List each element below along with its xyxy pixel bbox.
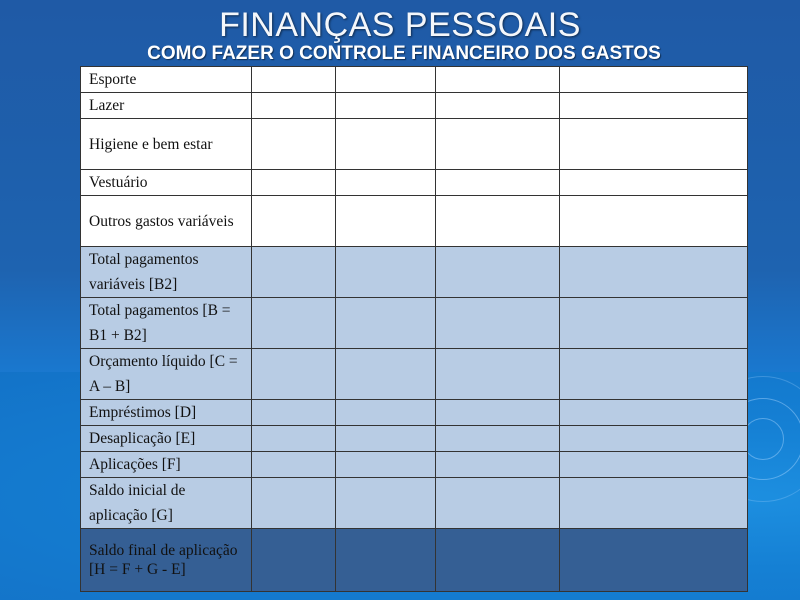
table-cell bbox=[336, 529, 436, 592]
table-cell bbox=[436, 119, 560, 170]
table-row bbox=[81, 452, 748, 478]
slide-title: FINANÇAS PESSOAIS bbox=[219, 6, 581, 44]
table-cell bbox=[252, 119, 336, 170]
table-cell bbox=[436, 170, 560, 196]
table-row bbox=[81, 349, 748, 400]
table-cell bbox=[560, 93, 748, 119]
table-cell bbox=[336, 119, 436, 170]
table-cell bbox=[436, 298, 560, 349]
table-cell bbox=[336, 426, 436, 452]
table-row bbox=[81, 93, 748, 119]
table-cell bbox=[336, 400, 436, 426]
row-label: Total pagamentos [B = B1 + B2] bbox=[81, 298, 252, 349]
table-cell bbox=[336, 478, 436, 529]
table-cell bbox=[252, 529, 336, 592]
table-row bbox=[81, 196, 748, 247]
table-cell bbox=[336, 170, 436, 196]
table-cell bbox=[560, 452, 748, 478]
table-cell bbox=[252, 196, 336, 247]
table-cell bbox=[436, 452, 560, 478]
table-cell bbox=[436, 93, 560, 119]
row-label: Aplicações [F] bbox=[81, 452, 252, 478]
table-cell bbox=[560, 400, 748, 426]
table-cell bbox=[436, 400, 560, 426]
row-label: Saldo final de aplicação [H = F + G - E] bbox=[81, 529, 252, 592]
table-cell bbox=[436, 349, 560, 400]
table-cell bbox=[336, 298, 436, 349]
row-label: Lazer bbox=[81, 93, 252, 119]
table-cell bbox=[252, 452, 336, 478]
table-cell bbox=[252, 349, 336, 400]
row-label: Saldo inicial de aplicação [G] bbox=[81, 478, 252, 529]
row-label: Esporte bbox=[81, 67, 252, 93]
row-label: Higiene e bem estar bbox=[81, 119, 252, 170]
table-cell bbox=[560, 426, 748, 452]
row-label: Orçamento líquido [C = A – B] bbox=[81, 349, 252, 400]
table-cell bbox=[436, 426, 560, 452]
table-cell bbox=[560, 298, 748, 349]
table-row bbox=[81, 478, 748, 529]
table-cell bbox=[336, 93, 436, 119]
table-cell bbox=[336, 452, 436, 478]
table-cell bbox=[252, 93, 336, 119]
table-cell bbox=[560, 196, 748, 247]
table-cell bbox=[336, 247, 436, 298]
table-cell bbox=[252, 400, 336, 426]
table-cell bbox=[436, 247, 560, 298]
table-cell bbox=[560, 247, 748, 298]
table-cell bbox=[336, 196, 436, 247]
table-cell bbox=[560, 170, 748, 196]
table-cell bbox=[560, 529, 748, 592]
row-label: Empréstimos [D] bbox=[81, 400, 252, 426]
table-cell bbox=[252, 170, 336, 196]
table-cell bbox=[560, 478, 748, 529]
table-row bbox=[81, 170, 748, 196]
table-cell bbox=[560, 349, 748, 400]
table-cell bbox=[252, 247, 336, 298]
row-label: Outros gastos variáveis bbox=[81, 196, 252, 247]
table-cell bbox=[252, 298, 336, 349]
table-row bbox=[81, 247, 748, 298]
row-label: Desaplicação [E] bbox=[81, 426, 252, 452]
table-cell bbox=[436, 478, 560, 529]
table-row bbox=[81, 529, 748, 592]
table-cell bbox=[252, 478, 336, 529]
table-cell bbox=[436, 196, 560, 247]
table-cell bbox=[560, 67, 748, 93]
table-row bbox=[81, 426, 748, 452]
row-label: Vestuário bbox=[81, 170, 252, 196]
table-row bbox=[81, 119, 748, 170]
table-row bbox=[81, 67, 748, 93]
table-cell bbox=[336, 349, 436, 400]
budget-table bbox=[80, 66, 748, 592]
table-cell bbox=[336, 67, 436, 93]
table-row bbox=[81, 400, 748, 426]
table-cell bbox=[252, 67, 336, 93]
table-cell bbox=[252, 426, 336, 452]
table-cell bbox=[560, 119, 748, 170]
table-cell bbox=[436, 529, 560, 592]
table-row bbox=[81, 298, 748, 349]
table-cell bbox=[436, 67, 560, 93]
row-label: Total pagamentos variáveis [B2] bbox=[81, 247, 252, 298]
slide-subtitle: COMO FAZER O CONTROLE FINANCEIRO DOS GASTOS bbox=[147, 43, 661, 64]
